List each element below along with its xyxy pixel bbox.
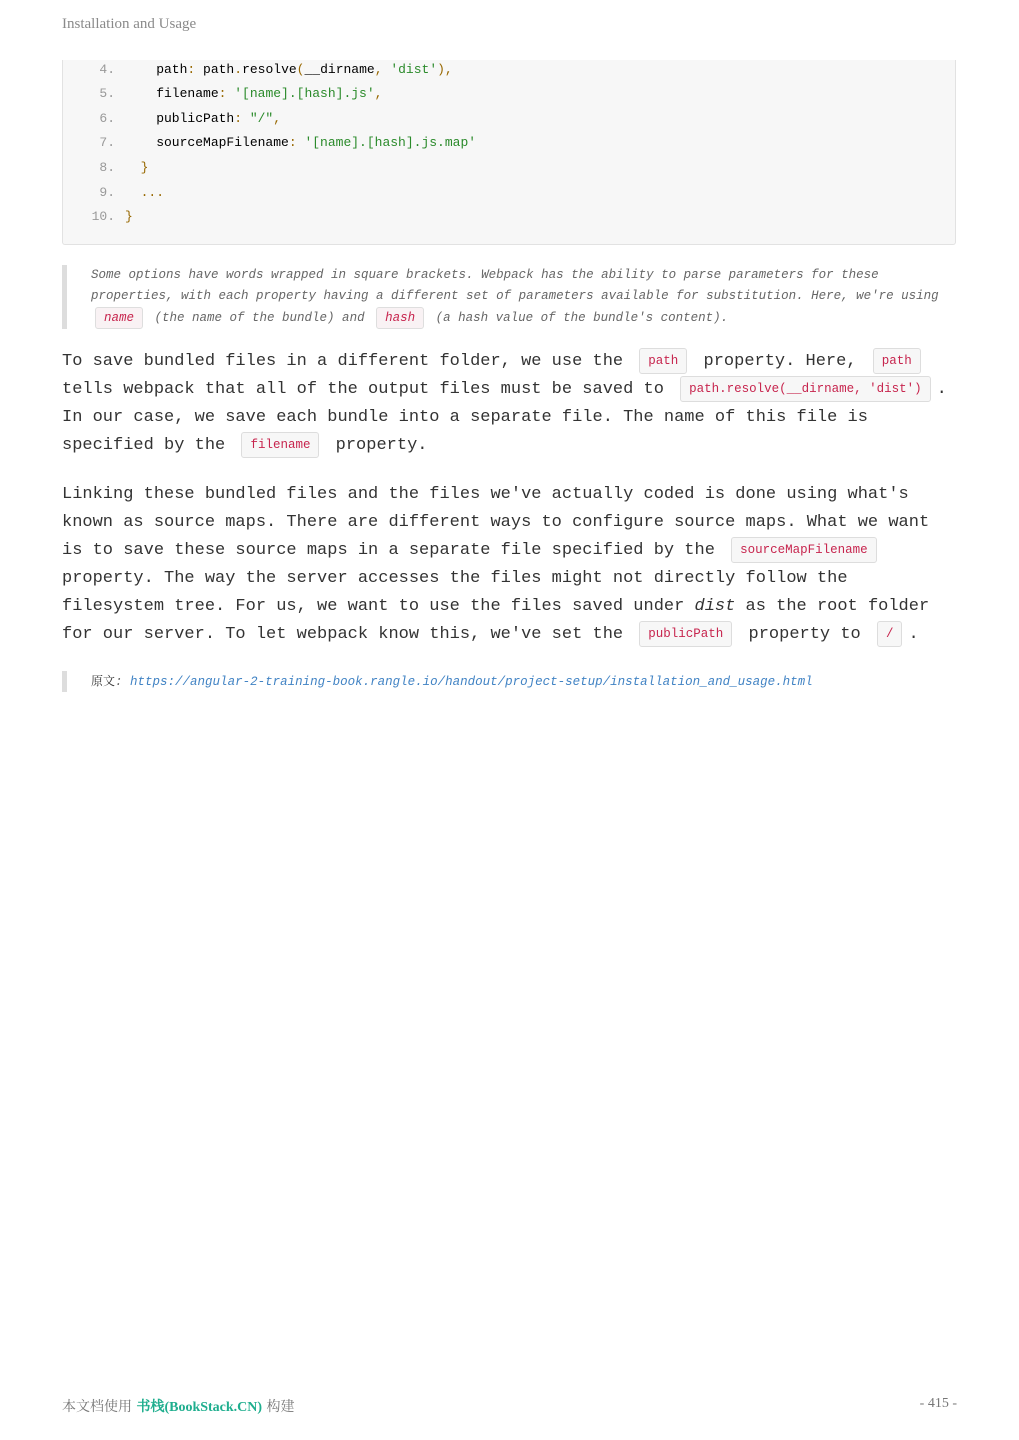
paragraph-text: . In our case, we save each bundle into a separate file. The name of this file is specified by the: [62, 380, 947, 455]
code-content: [125, 109, 281, 129]
source-colon: :: [115, 675, 123, 689]
inline-code-hash: hash: [376, 307, 424, 329]
code-line: [63, 207, 133, 227]
code-token: ,: [273, 111, 282, 126]
code-token: ),: [437, 62, 453, 77]
paragraph-text: Linking these bundled files and the files we've actually coded is done using what's known as source maps. There are different ways to configure source maps. What we want is to save these source maps in a separate file specified by the: [62, 485, 930, 560]
source-link[interactable]: https://angular-2-training-book.rangle.io/handout/project-setup/installation_and_usage.html: [130, 675, 813, 689]
note-text: (the name of the bundle) and: [154, 311, 365, 325]
code-line: [63, 84, 382, 104]
paragraph-text: as the root folder for our server. To let webpack know this, we've set the: [62, 597, 930, 644]
code-token: .: [234, 62, 243, 77]
code-token: path: [125, 62, 188, 77]
inline-code-public-path: publicPath: [639, 621, 732, 647]
code-token: ,: [374, 86, 383, 101]
paragraph-text: property to: [748, 625, 861, 644]
note-blockquote: [62, 265, 942, 329]
paragraph-text: property.: [335, 436, 428, 455]
code-token: "/": [249, 111, 274, 126]
paragraph-text: To save bundled files in a different folder, we use the: [62, 352, 624, 371]
code-content: [125, 133, 476, 153]
code-token: '[name].[hash].js': [234, 86, 375, 101]
line-number: 4.: [99, 62, 115, 77]
code-token: resolve: [242, 62, 297, 77]
code-content: [125, 84, 382, 104]
page-header-title: Installation and Usage: [62, 16, 197, 32]
code-token: :: [288, 135, 305, 150]
code-token: }: [125, 160, 149, 175]
inline-code-path: path: [639, 348, 687, 374]
paragraph-source-maps: [62, 481, 956, 649]
code-line: [63, 133, 476, 153]
source-label: 原文: [91, 674, 116, 688]
code-token: :: [187, 62, 204, 77]
inline-code-path-resolve: path.resolve(__dirname, 'dist'): [680, 376, 931, 402]
code-line: [63, 109, 281, 129]
code-token: :: [218, 86, 235, 101]
code-token: :: [234, 111, 250, 126]
line-number: 10.: [91, 209, 115, 224]
paragraph-output-path: [62, 348, 956, 460]
code-token: filename: [125, 86, 219, 101]
source-blockquote: [62, 671, 956, 692]
note-text: (a hash value of the bundle's content).: [435, 311, 729, 325]
line-number: 7.: [99, 135, 115, 150]
emphasis-dist: dist: [694, 597, 736, 616]
line-number: 5.: [99, 86, 115, 101]
code-token: path: [203, 62, 235, 77]
paragraph-text: .: [908, 625, 919, 644]
page-number: - 415 -: [919, 1396, 957, 1411]
code-token: (: [296, 62, 305, 77]
code-token: ...: [125, 185, 165, 200]
code-line: [63, 158, 148, 178]
code-token: '[name].[hash].js.map': [304, 135, 477, 150]
code-token: publicPath: [125, 111, 235, 126]
code-line: [63, 183, 164, 203]
footer-prefix: 本文档使用: [62, 1399, 132, 1415]
line-number: 8.: [99, 160, 115, 175]
code-line: [63, 60, 453, 80]
code-token: 'dist': [390, 62, 438, 77]
inline-code-path: path: [873, 348, 921, 374]
inline-code-slash: /: [877, 621, 903, 647]
paragraph-text: property. Here,: [703, 352, 857, 371]
code-content: [125, 183, 164, 203]
line-number: 9.: [99, 185, 115, 200]
note-text: Some options have words wrapped in square brackets. Webpack has the ability to parse parameters for these properties, with each property having a different set of parameters available for substitution. Here, we're using: [91, 268, 939, 303]
code-token: ,: [374, 62, 391, 77]
footer-suffix: 构建: [266, 1399, 295, 1415]
inline-code-filename: filename: [241, 432, 319, 458]
code-token: sourceMapFilename: [125, 135, 289, 150]
inline-code-source-map-filename: sourceMapFilename: [731, 537, 877, 563]
paragraph-text: property. The way the server accesses the files might not directly follow the filesystem tree. For us, we want to use the files saved under: [62, 569, 848, 616]
code-content: [125, 158, 148, 178]
footer-brand-link[interactable]: 书栈(BookStack.CN): [136, 1400, 263, 1415]
code-token: }: [125, 209, 133, 224]
footer-credit: [62, 1396, 295, 1416]
code-content: [125, 60, 453, 80]
paragraph-text: tells webpack that all of the output files must be saved to: [62, 380, 664, 399]
line-number: 6.: [99, 111, 115, 126]
code-content: [125, 207, 133, 227]
code-block: [62, 60, 956, 245]
code-token: __dirname: [304, 62, 375, 77]
inline-code-name: name: [95, 307, 143, 329]
